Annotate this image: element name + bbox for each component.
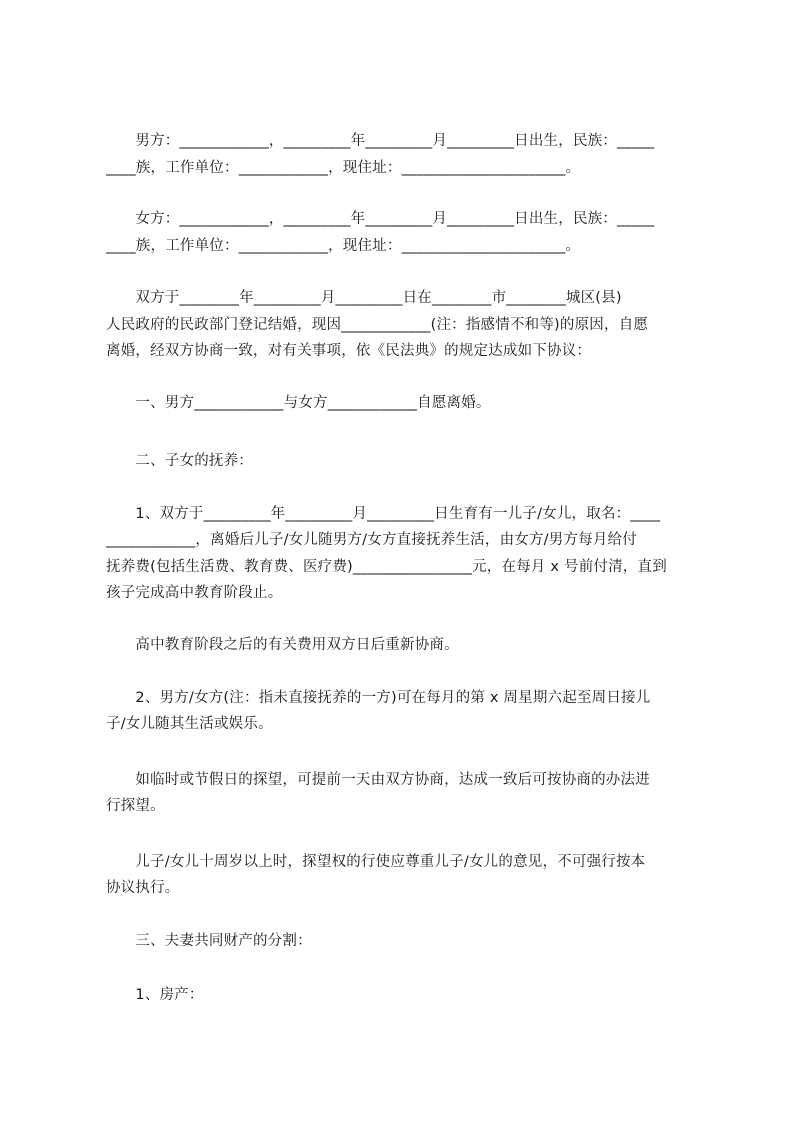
text-line: 高中教育阶段之后的有关费用双方日后重新协商。: [106, 637, 459, 653]
text-line: ____族，工作单位：____________，现住址：______________________。: [106, 238, 581, 254]
text-line: ____________，离婚后儿子/女儿随男方/女方直接抚养生活，由女方/男方每月给付: [106, 532, 637, 548]
text-line: ____族，工作单位：____________，现住址：______________________。: [106, 160, 581, 176]
text-line: 男方：____________，_________年_________月_________日出生，民族：_____: [106, 133, 655, 149]
text-line: 子/女儿随其生活或娱乐。: [106, 716, 273, 732]
text-line: 如临时或节假日的探望，可提前一天由双方协商，达成一致后可按协商的办法进: [106, 772, 650, 788]
text-line: 一、男方____________与女方____________自愿离婚。: [106, 395, 491, 411]
text-line: 行探望。: [106, 798, 165, 814]
section-heading: 三、夫妻共同财产的分割：: [106, 933, 312, 949]
text-line: 1、双方于_________年_________月_________日生育有一儿子/女儿，取名：____: [106, 506, 661, 522]
text-line: 女方：____________，_________年_________月_________日出生，民族：_____: [106, 211, 655, 227]
text-line: 人民政府的民政部门登记结婚，现因____________(注：指感情不和等)的原因，自愿: [106, 317, 649, 333]
text-line: 离婚，经双方协商一致，对有关事项，依《民法典》的规定达成如下协议：: [106, 343, 592, 359]
text-line: 1、房产：: [106, 987, 204, 1003]
text-line: 儿子/女儿十周岁以上时，探望权的行使应尊重儿子/女儿的意见，不可强行按本: [106, 854, 646, 870]
text-line: 2、男方/女方(注：指未直接抚养的一方)可在每月的第 x 周星期六起至周日接儿: [106, 690, 651, 706]
text-line: 孩子完成高中教育阶段止。: [106, 585, 283, 601]
section-heading: 二、子女的抚养：: [106, 453, 253, 469]
text-line: 抚养费(包括生活费、教育费、医疗费)________________元，在每月 x 号前付清，直到: [106, 559, 667, 575]
text-line: 双方于________年_________月_________日在________市________城区(县): [106, 290, 622, 306]
text-line: 协议执行。: [106, 880, 180, 896]
